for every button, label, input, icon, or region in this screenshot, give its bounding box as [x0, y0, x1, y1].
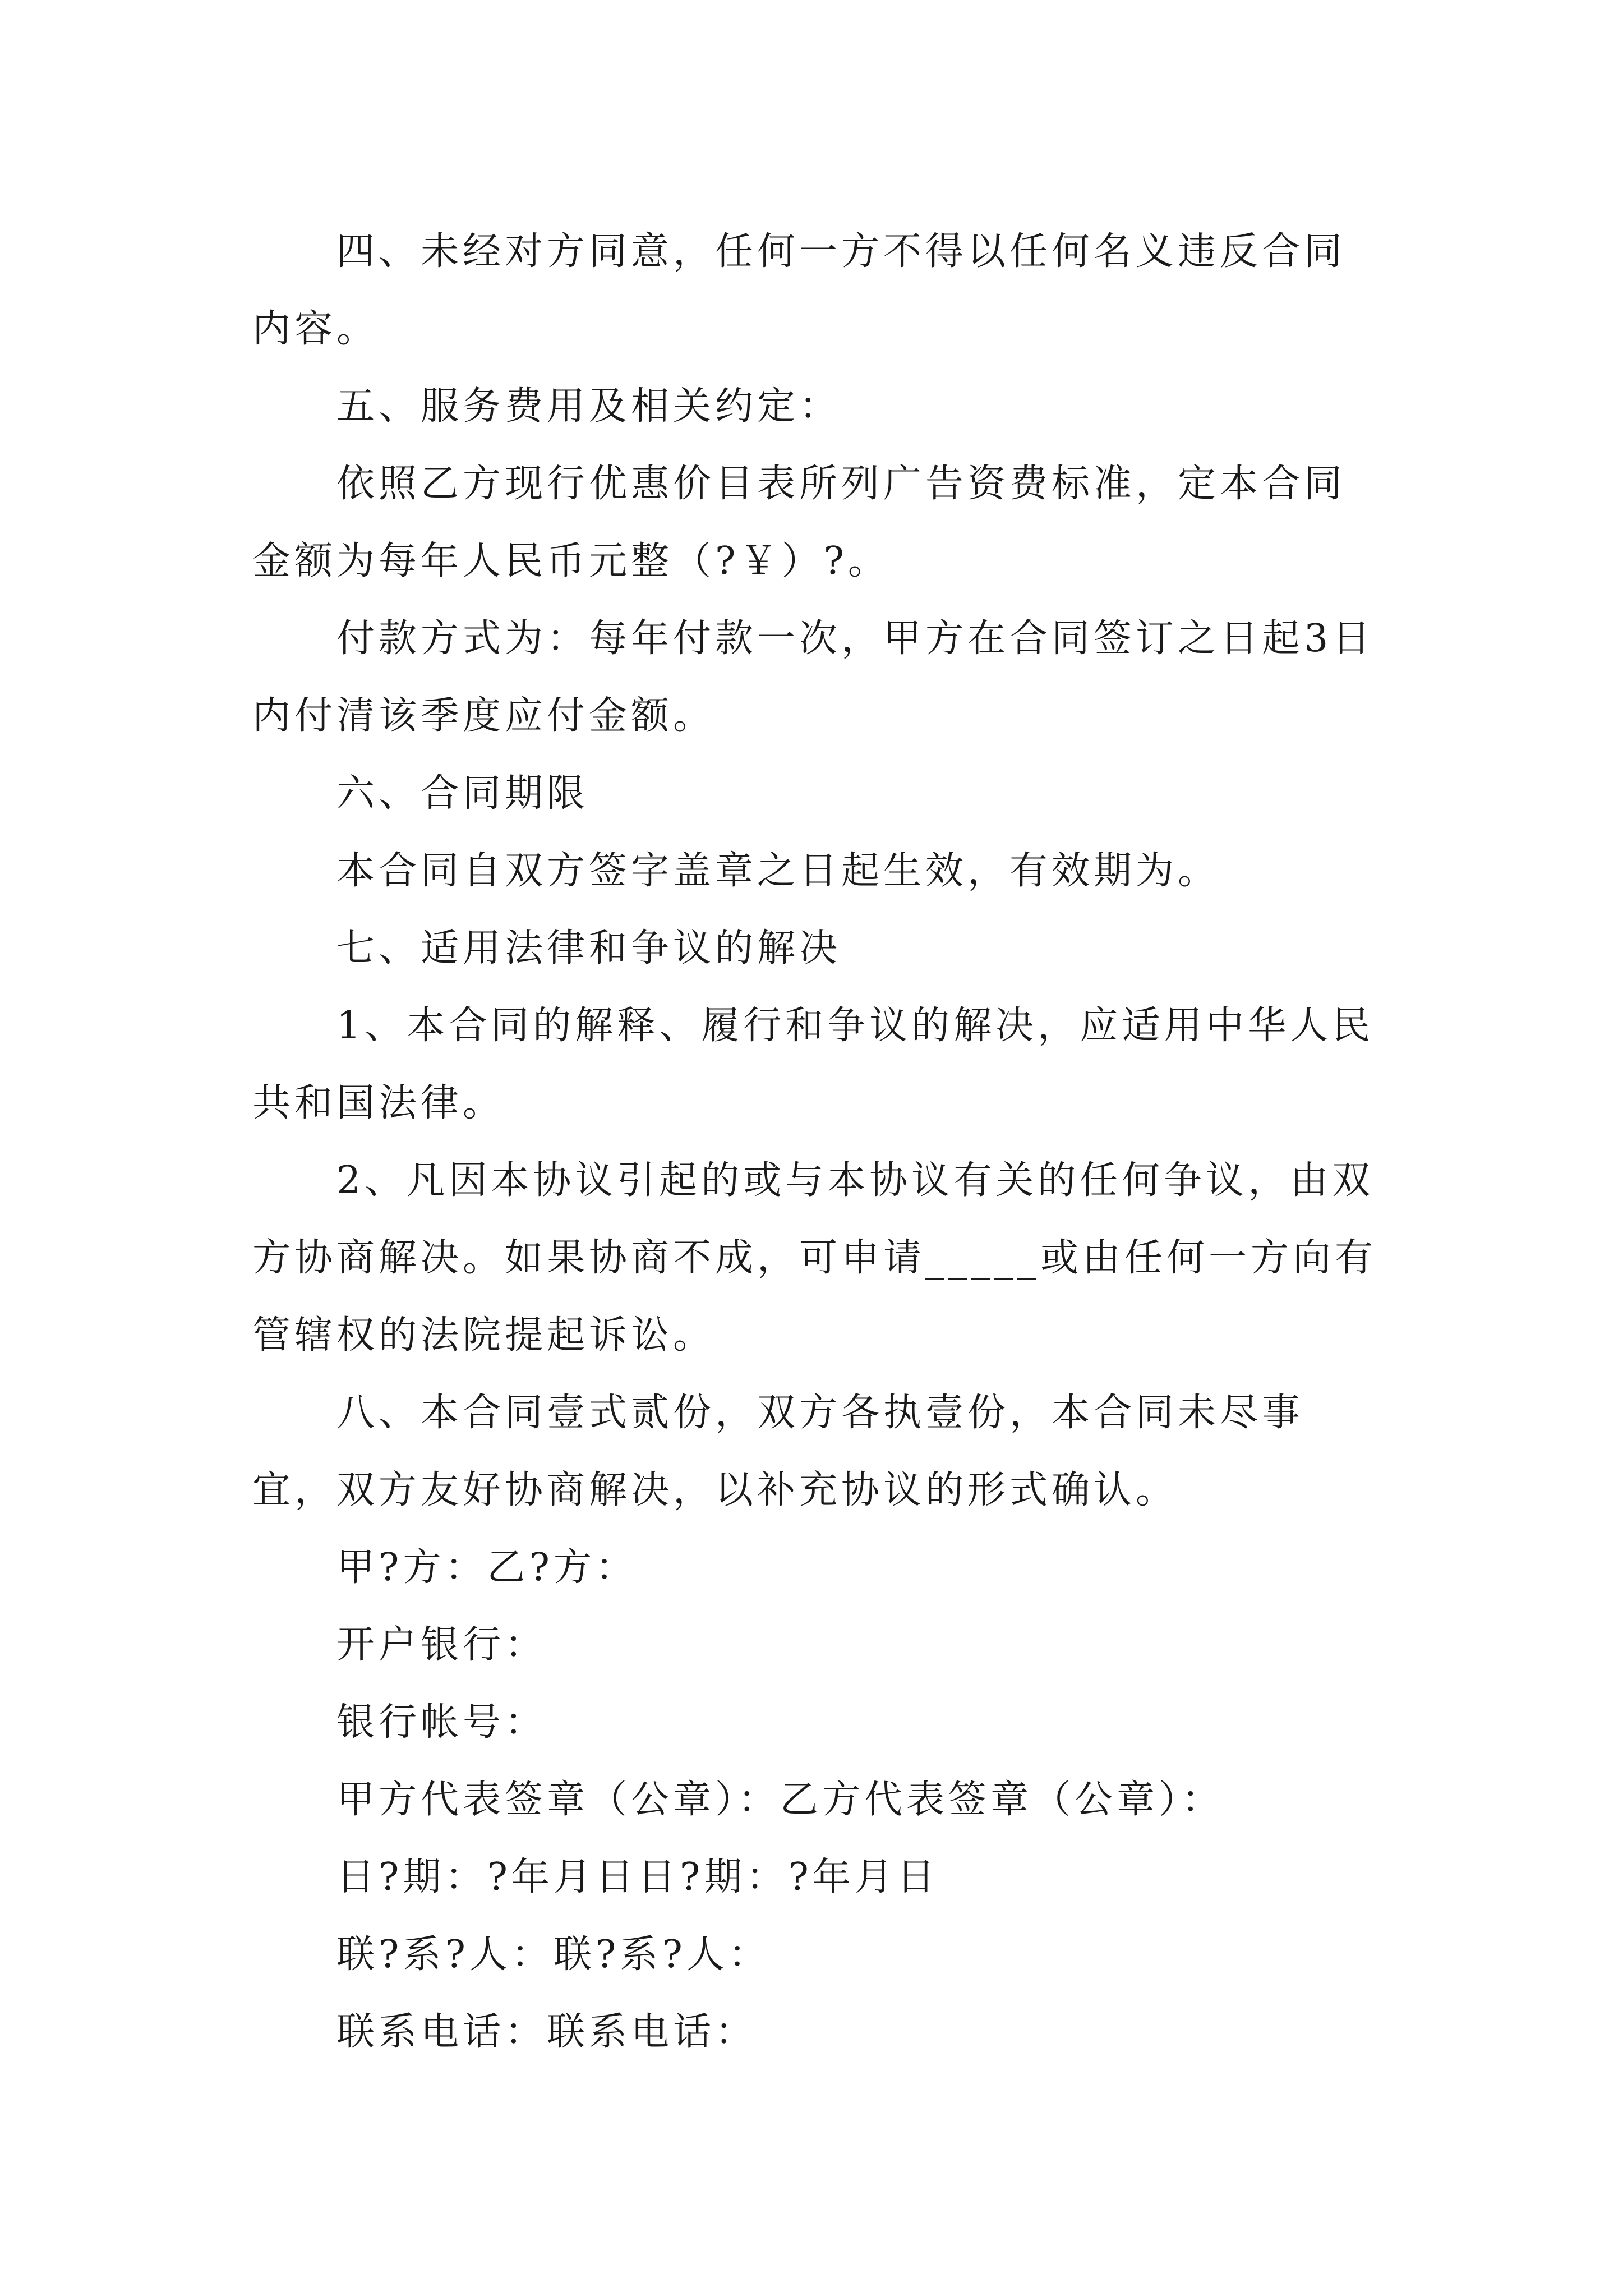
- clause-4-no-violation: 四、未经对方同意，任何一方不得以任何名义违反合同内容。: [252, 229, 1347, 351]
- signature-bank: 开户银行：: [336, 1623, 547, 1667]
- clause-8-copies: 八、本合同壹式贰份，双方各执壹份，本合同未尽事宜，双方友好协商解决，以补充协议的形式确认。: [252, 1391, 1304, 1512]
- clause-5-fee-amount: 依照乙方现行优惠价目表所列广告资费标准，定本合同金额为每年人民币元整（?￥）?。: [252, 462, 1347, 583]
- signature-phone: 联系电话：联系电话：: [336, 2010, 758, 2054]
- clause-7-item-2: 2、凡因本协议引起的或与本协议有关的任何争议，由双方协商解决。如果协商不成，可申请_____或由任何一方向有管辖权的法院提起诉讼。: [252, 1158, 1377, 1358]
- clause-6-term: 本合同自双方签字盖章之日起生效，有效期为。: [336, 849, 1220, 893]
- signature-contact: 联?系?人：联?系?人：: [336, 1932, 771, 1977]
- clause-7-heading: 七、适用法律和争议的解决: [336, 926, 842, 970]
- signature-account: 银行帐号：: [336, 1700, 547, 1745]
- clause-7-item-1: 1、本合同的解释、履行和争议的解决，应适用中华人民共和国法律。: [252, 1004, 1375, 1125]
- clause-5-payment-method: 付款方式为：每年付款一次，甲方在合同签订之日起3日内付清该季度应付金额。: [252, 616, 1375, 738]
- document-body: [252, 213, 1385, 2071]
- clause-6-heading: 六、合同期限: [336, 771, 589, 816]
- signature-parties: 甲?方：乙?方：: [336, 1545, 638, 1590]
- clause-5-heading: 五、服务费用及相关约定：: [336, 384, 842, 429]
- signature-date: 日?期：?年月日日?期：?年月日: [336, 1855, 939, 1899]
- signature-seal: 甲方代表签章（公章）：乙方代表签章（公章）：: [336, 1778, 1224, 1822]
